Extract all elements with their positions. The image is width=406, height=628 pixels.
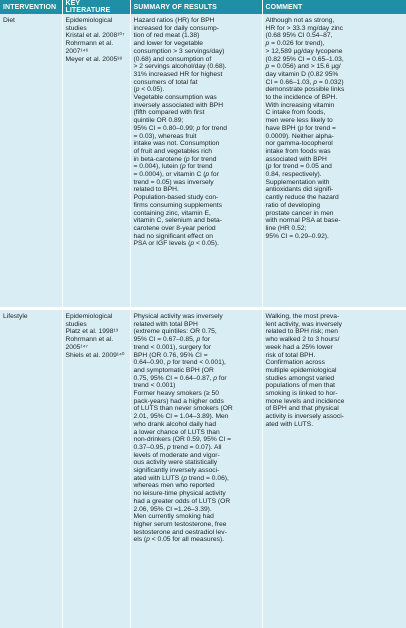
text-line: CI = 0.66–1.03, p = 0.032) — [266, 79, 404, 87]
text-line: a lower chance of LUTS than — [134, 429, 259, 437]
text-line: C intake from foods, — [266, 109, 404, 117]
text-line: increased for daily consump- — [134, 25, 259, 33]
text-line: Hazard ratios (HR) for BPH — [134, 17, 259, 25]
text-line: studies — [66, 321, 127, 329]
text-line: p = 0.026 for trend), — [266, 40, 404, 48]
text-line: (fifth compared with first — [134, 109, 259, 117]
text-line: Confirmation across — [266, 359, 404, 367]
literature-cell — [62, 14, 130, 309]
text-line: cantly reduce the hazard — [266, 194, 404, 202]
text-line: Walking, the most preva- — [266, 313, 404, 321]
text-line: Kristal et al. 2008¹⁰⁷ — [66, 32, 127, 40]
text-line: with normal PSA at base- — [266, 217, 404, 225]
text-line: Former heavy smokers (≥ 50 — [134, 390, 259, 398]
text-line: men were less likely to — [266, 117, 404, 125]
text-line: (extreme quintiles: OR 0.75, — [134, 328, 259, 336]
text-line: day vitamin D (0.82 95% — [266, 71, 404, 79]
header-intervention: INTERVENTION — [0, 0, 62, 14]
text-line: Supplementation with — [266, 179, 404, 187]
text-line: studies amongst varied — [266, 375, 404, 383]
text-line: vitamin C, selenium and beta- — [134, 217, 259, 225]
header-row — [0, 0, 406, 14]
text-line: activity is inversely associ- — [266, 413, 404, 421]
text-line: carotene over 8-year period — [134, 225, 259, 233]
text-line: had a greater odds of LUTS (OR — [134, 498, 259, 506]
text-line: Platz et al. 1998¹⁹ — [66, 328, 127, 336]
text-line: populations of men that — [266, 382, 404, 390]
text-line: whereas men who reported — [134, 482, 259, 490]
text-line: significantly inversely associ- — [134, 467, 259, 475]
text-line: (0.68 95% CI 0.54–87, — [266, 32, 404, 40]
text-line: in beta-carotene (p for trend — [134, 156, 259, 164]
text-line: line (HR 0.52; — [266, 225, 404, 233]
text-line: (0.68) and consumption of — [134, 56, 259, 64]
text-line: antioxidants did signifi- — [266, 186, 404, 194]
intervention-cell: Lifestyle — [0, 309, 62, 628]
text-line: 0.0009). Neither alpha- — [266, 133, 404, 141]
text-line: (p < 0.05). — [134, 86, 259, 94]
text-line: higher serum testosterone, free — [134, 521, 259, 529]
text-line: trend < 0.001), surgery for — [134, 344, 259, 352]
text-line: (p for trend = 0.05 and — [266, 163, 404, 171]
text-line: week had a 25% lower — [266, 344, 404, 352]
text-line: to the incidence of BPH. — [266, 94, 404, 102]
text-line: BPH (OR 0.76, 95% CI = — [134, 352, 259, 360]
summary-cell — [130, 14, 262, 309]
text-line: trend = 0.05) was inversely — [134, 179, 259, 187]
text-line: intake from foods was — [266, 148, 404, 156]
text-line: demonstrate possible links — [266, 86, 404, 94]
text-line: HR for > 33.3 mg/day zinc — [266, 25, 404, 33]
text-line: of BPH and that physical — [266, 405, 404, 413]
text-line: levels of moderate and vigor- — [134, 452, 259, 460]
text-line: Men currently smoking had — [134, 513, 259, 521]
header-key-literature: KEY LITERATURE — [62, 0, 130, 14]
text-line: consumption > 3 servings/day) — [134, 48, 259, 56]
text-line: firms consuming supplements — [134, 202, 259, 210]
text-line: nor gamma-tocopherol — [266, 140, 404, 148]
text-line: inversely associated with BPH — [134, 102, 259, 110]
text-line: related to BPH risk; men — [266, 328, 404, 336]
table-row-diet — [0, 14, 406, 309]
text-line: 2.01, 95% CI = 1.04–3.89). Men — [134, 413, 259, 421]
text-line: of fruit and vegetables rich — [134, 148, 259, 156]
text-line: 0.37–0.95, p trend = 0.07). All — [134, 444, 259, 452]
text-line: Epidemiological — [66, 17, 127, 25]
text-line: lent activity, was inversely — [266, 321, 404, 329]
text-line: ous activity were statistically — [134, 459, 259, 467]
text-line: 0.84, respectively). — [266, 171, 404, 179]
text-line: els (p < 0.05 for all measures). — [134, 536, 259, 544]
text-line: With increasing vitamin — [266, 102, 404, 110]
text-line: smoking is linked to hor- — [266, 390, 404, 398]
text-line: and symptomatic BPH (OR — [134, 367, 259, 375]
text-line: testosterone and oestradiol lev- — [134, 529, 259, 537]
text-line: p = 0.056) and > 15.6 µg/ — [266, 63, 404, 71]
text-line: PSA or IGF levels (p < 0.05). — [134, 240, 259, 248]
text-line: Rohrmann et al. — [66, 40, 127, 48]
text-line: Population-based study con- — [134, 194, 259, 202]
text-line: related to BPH. — [134, 186, 259, 194]
text-line: 95% CI = 0.29–0.92). — [266, 233, 404, 241]
table-row-lifestyle — [0, 309, 406, 628]
comment-cell — [262, 309, 406, 628]
text-line: Rohrmann et al. — [66, 336, 127, 344]
text-line: pack-years) had a higher odds — [134, 398, 259, 406]
text-line: 2.06, 95% CI =1.26–3.39). — [134, 506, 259, 514]
text-line: tion of red meat (1.38) — [134, 32, 259, 40]
text-line: non-drinkers (OR 0.59, 95% CI = — [134, 436, 259, 444]
header-summary-of-results: SUMMARY OF RESULTS — [130, 0, 262, 14]
text-line: 95% CI = 0.80–0.99; p for trend — [134, 125, 259, 133]
text-line: Shiels et al. 2009¹⁴⁰ — [66, 352, 127, 360]
text-line: 2007¹⁴⁶ — [66, 48, 127, 56]
text-line: containing zinc, vitamin E, — [134, 210, 259, 218]
text-line: 95% CI = 0.67–0.85, p for — [134, 336, 259, 344]
text-line: related with total BPH — [134, 321, 259, 329]
text-line: 2005¹⁴⁷ — [66, 344, 127, 352]
literature-cell — [62, 309, 130, 628]
text-line: have BPH (p for trend = — [266, 125, 404, 133]
text-line: who drank alcohol daily had — [134, 421, 259, 429]
text-line: Although not as strong, — [266, 17, 404, 25]
text-line: consumers of total fat — [134, 79, 259, 87]
comment-cell — [262, 14, 406, 309]
intervention-cell: Diet — [0, 14, 62, 309]
text-line: 31% increased HR for highest — [134, 71, 259, 79]
summary-cell — [130, 309, 262, 628]
text-line: Vegetable consumption was — [134, 94, 259, 102]
text-line: mone levels and incidence — [266, 398, 404, 406]
text-line: trend < 0.001) — [134, 382, 259, 390]
text-line: and lower for vegetable — [134, 40, 259, 48]
text-line: Physical activity was inversely — [134, 313, 259, 321]
text-line: = 0.0004), or vitamin C (p for — [134, 171, 259, 179]
text-line: Epidemiological — [66, 313, 127, 321]
text-line: (0.82 95% CI = 0.65–1.03, — [266, 56, 404, 64]
text-line: no leisure-time physical activity — [134, 490, 259, 498]
header-comment: COMMENT — [262, 0, 406, 14]
text-line: quintile OR 0.89; — [134, 117, 259, 125]
text-line: who walked 2 to 3 hours/ — [266, 336, 404, 344]
text-line: = 0.004), lutein (p for trend — [134, 163, 259, 171]
text-line: > 2 servings alcohol/day (0.68). — [134, 63, 259, 71]
text-line: had no significant effect on — [134, 233, 259, 241]
text-line: = 0.03), whereas fruit — [134, 133, 259, 141]
text-line: 0.64–0.90, p for trend < 0.001), — [134, 359, 259, 367]
text-line: ratio of developing — [266, 202, 404, 210]
text-line: > 12,589 µg/day lycopene — [266, 48, 404, 56]
text-line: associated with BPH — [266, 156, 404, 164]
text-line: 0.75, 95% CI = 0.64–0.87, p for — [134, 375, 259, 383]
text-line: multiple epidemiological — [266, 367, 404, 375]
text-line: ated with LUTS (p trend = 0.06), — [134, 475, 259, 483]
text-line: studies — [66, 25, 127, 33]
text-line: Meyer et al. 2005³⁸ — [66, 56, 127, 64]
text-line: prostate cancer in men — [266, 210, 404, 218]
text-line: intake was not. Consumption — [134, 140, 259, 148]
text-line: risk of total BPH. — [266, 352, 404, 360]
text-line: ated with LUTS. — [266, 421, 404, 429]
text-line: of LUTS than never smokers (OR — [134, 405, 259, 413]
